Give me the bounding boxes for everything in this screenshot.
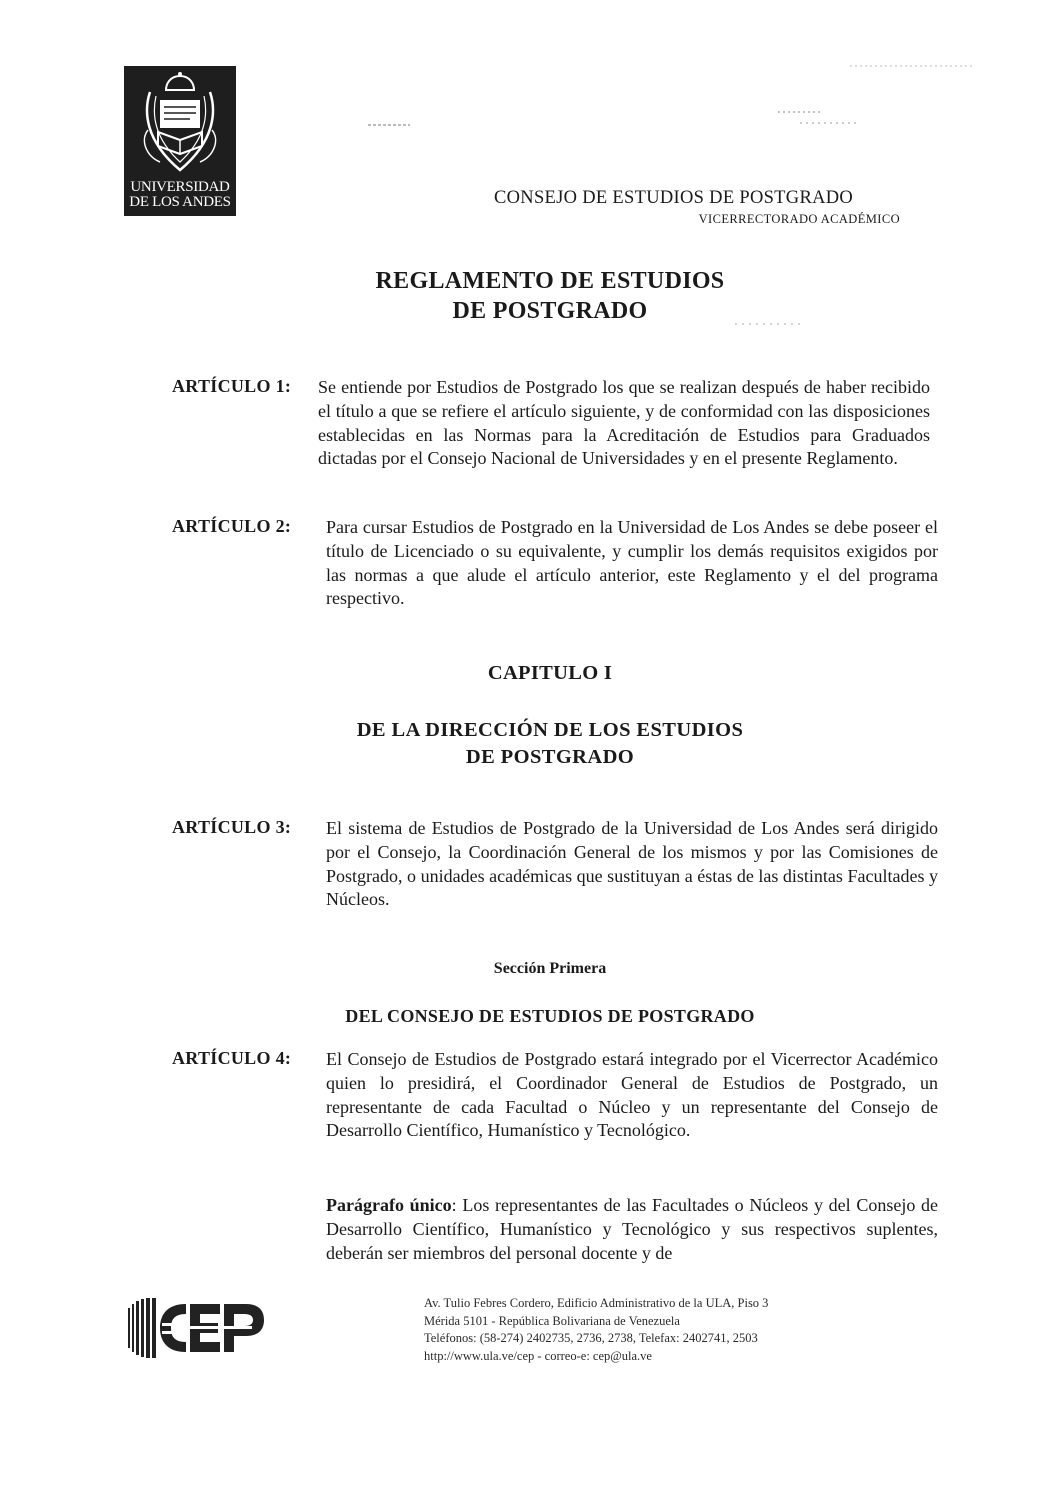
article-1-label: ARTÍCULO 1: bbox=[172, 376, 292, 396]
footer-line1: Av. Tulio Febres Cordero, Edificio Administrativo de la ULA, Piso 3 bbox=[424, 1296, 769, 1310]
footer-line4: http://www.ula.ve/cep - correo-e: cep@ula.ve bbox=[424, 1348, 652, 1363]
paragraph-label: Parágrafo único bbox=[326, 1195, 452, 1215]
chapter-label: CAPITULO I bbox=[487, 662, 613, 684]
title-line1: REGLAMENTO DE ESTUDIOS bbox=[375, 268, 725, 294]
vice-rectorate: VICERRECTORADO ACADÉMICO bbox=[698, 212, 900, 226]
article-3-label: ARTÍCULO 3: bbox=[172, 817, 292, 837]
council-name: CONSEJO DE ESTUDIOS DE POSTGRADO bbox=[494, 188, 854, 208]
article-1-text: Se entiende por Estudios de Postgrado los que se realizan después de haber recibido el título a que se refiere el artículo siguiente, y de conformidad con las disposiciones establecidas en las Normas para la Acreditación de Estudios para Graduados dictadas por el Consejo Nacional de Universidades y en el presente Reglamento. bbox=[318, 377, 930, 469]
article-2-label: ARTÍCULO 2: bbox=[172, 516, 292, 536]
chapter-title-line1: DE LA DIRECCIÓN DE LOS ESTUDIOS bbox=[356, 719, 744, 741]
footer-address bbox=[424, 1295, 864, 1365]
chapter-title bbox=[220, 717, 880, 771]
section-label: Sección Primera bbox=[493, 960, 607, 977]
cep-logo bbox=[128, 1298, 268, 1358]
chapter-title-line2: DE POSTGRADO bbox=[465, 746, 635, 768]
article-2-text: Para cursar Estudios de Postgrado en la Universidad de Los Andes se debe poseer el título de Licenciado o su equivalente, y cumplir los demás requisitos exigidos por las normas a que alude el artículo anterior, este Reglamento y el del programa respectivo. bbox=[326, 517, 938, 609]
paragraph-text: : Los representantes de las Facultades o Núcleos y del Consejo de Desarrollo Científico, Humanístico y Tecnológico y sus respectivos suplentes, deberán ser miembros del personal docente y de bbox=[326, 1195, 939, 1263]
logo-text-line2: DE LOS ANDES bbox=[129, 194, 231, 210]
document-title bbox=[220, 266, 880, 326]
title-line2: DE POSTGRADO bbox=[452, 298, 648, 324]
article-3-text: El sistema de Estudios de Postgrado de la Universidad de Los Andes será dirigido por el Consejo, la Coordinación General de los mismos y por las Comisiones de Postgrado, o unidades académicas que sustituyan a éstas de las distintas Facultades y Núcleos. bbox=[326, 818, 938, 910]
footer-line3: Teléfonos: (58-274) 2402735, 2736, 2738, Telefax: 2402741, 2503 bbox=[424, 1331, 758, 1345]
article-4-text: El Consejo de Estudios de Postgrado estará integrado por el Vicerrector Académico quien lo presidirá, el Coordinador General de Estudios de Postgrado, un representante de cada Facultad o Núcleo y un representante del Consejo de Desarrollo Científico, Humanístico y Tecnológico. bbox=[326, 1049, 938, 1141]
logo-text-line1: UNIVERSIDAD bbox=[130, 179, 230, 195]
paragraph-unico bbox=[326, 1194, 938, 1265]
footer-line2: Mérida 5101 - República Bolivariana de Venezuela bbox=[424, 1313, 680, 1328]
article-4-label: ARTÍCULO 4: bbox=[172, 1048, 292, 1068]
section-title: DEL CONSEJO DE ESTUDIOS DE POSTGRADO bbox=[345, 1006, 755, 1026]
